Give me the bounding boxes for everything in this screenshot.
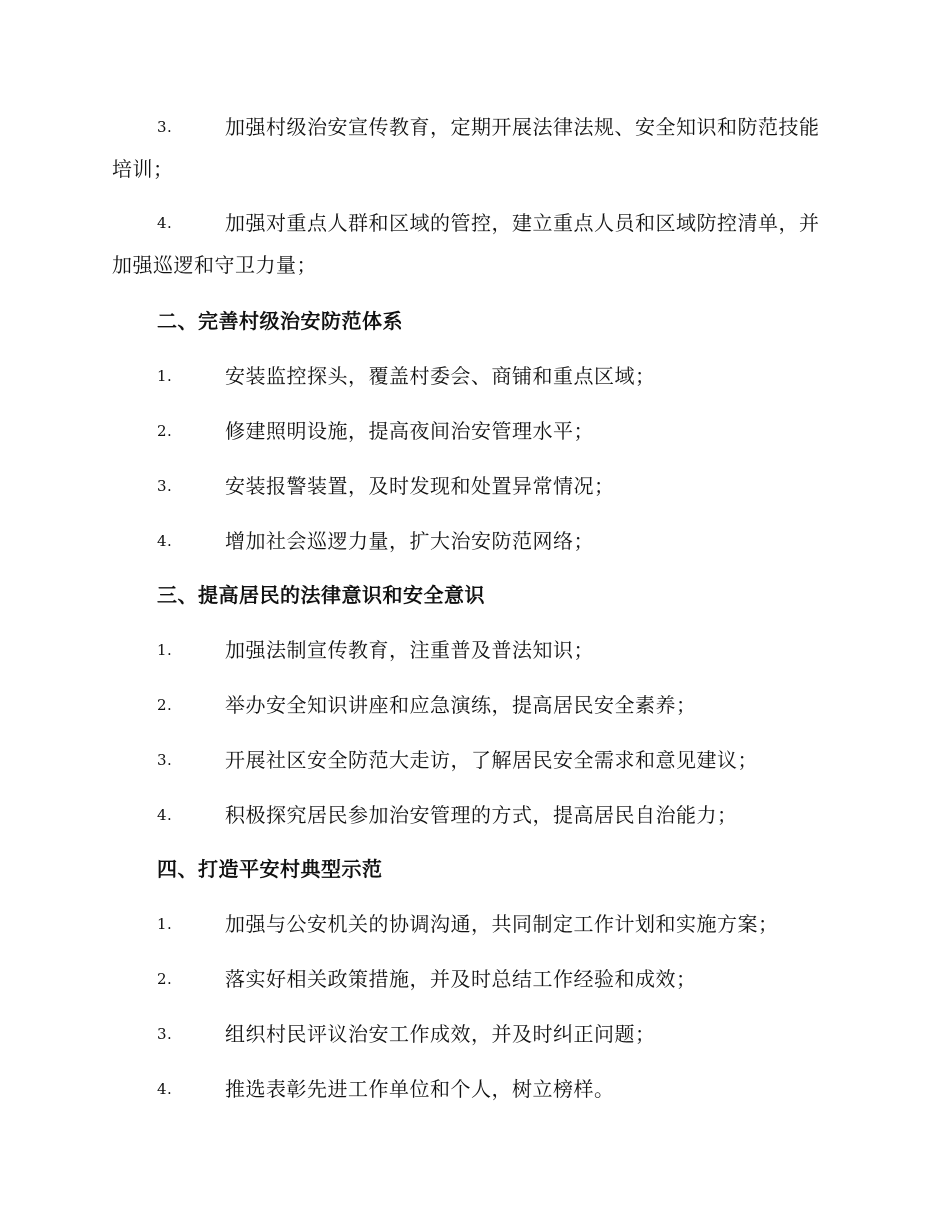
list-item-text: 组织村民评议治安工作成效，并及时纠正问题； bbox=[225, 1022, 656, 1046]
list-item-text: 加强对重点人群和区域的管控，建立重点人员和区域防控清单，并加强巡逻和守卫力量； bbox=[112, 211, 820, 277]
list-item bbox=[112, 684, 838, 726]
list-item bbox=[112, 106, 838, 190]
list-item-text: 安装报警装置，及时发现和处置异常情况； bbox=[225, 474, 615, 498]
list-item-text: 举办安全知识讲座和应急演练，提高居民安全素养； bbox=[225, 693, 697, 717]
list-item-number: 1. bbox=[157, 915, 173, 933]
list-item-number: 3. bbox=[157, 118, 173, 136]
list-item-text: 增加社会巡逻力量，扩大治安防范网络； bbox=[225, 529, 594, 553]
list-item-number: 2. bbox=[157, 696, 173, 714]
list-item-number: 4. bbox=[157, 214, 173, 232]
list-item bbox=[112, 520, 838, 562]
section-heading: 二、完善村级治安防范体系 bbox=[157, 309, 403, 333]
list-item-text: 加强村级治安宣传教育，定期开展法律法规、安全知识和防范技能培训； bbox=[112, 115, 820, 181]
list-item bbox=[112, 202, 838, 286]
list-item bbox=[112, 410, 838, 452]
list-item-text: 加强与公安机关的协调沟通，共同制定工作计划和实施方案； bbox=[225, 912, 779, 936]
list-item-number: 1. bbox=[157, 641, 173, 659]
list-item bbox=[112, 903, 838, 945]
list-item-text: 落实好相关政策措施，并及时总结工作经验和成效； bbox=[225, 967, 697, 991]
list-item-text: 修建照明设施，提高夜间治安管理水平； bbox=[225, 419, 594, 443]
list-item-text: 安装监控探头，覆盖村委会、商铺和重点区域； bbox=[225, 364, 656, 388]
list-item bbox=[112, 629, 838, 671]
list-item-number: 4. bbox=[157, 532, 173, 550]
list-item-text: 开展社区安全防范大走访，了解居民安全需求和意见建议； bbox=[225, 748, 758, 772]
list-item-text: 推选表彰先进工作单位和个人，树立榜样。 bbox=[225, 1077, 615, 1101]
list-item bbox=[112, 355, 838, 397]
list-item bbox=[112, 739, 838, 781]
list-item-number: 3. bbox=[157, 1025, 173, 1043]
section-heading: 三、提高居民的法律意识和安全意识 bbox=[157, 583, 485, 607]
section-heading: 四、打造平安村典型示范 bbox=[157, 857, 383, 881]
list-item-number: 4. bbox=[157, 1080, 173, 1098]
list-item bbox=[112, 794, 838, 836]
list-item-text: 加强法制宣传教育，注重普及普法知识； bbox=[225, 638, 594, 662]
list-item-text: 积极探究居民参加治安管理的方式，提高居民自治能力； bbox=[225, 803, 738, 827]
list-item-number: 4. bbox=[157, 806, 173, 824]
list-item-number: 2. bbox=[157, 422, 173, 440]
list-item-number: 3. bbox=[157, 751, 173, 769]
list-item bbox=[112, 465, 838, 507]
list-item-number: 1. bbox=[157, 367, 173, 385]
list-item bbox=[112, 1068, 838, 1110]
list-item-number: 2. bbox=[157, 970, 173, 988]
list-item bbox=[112, 958, 838, 1000]
list-item bbox=[112, 1013, 838, 1055]
list-item-number: 3. bbox=[157, 477, 173, 495]
